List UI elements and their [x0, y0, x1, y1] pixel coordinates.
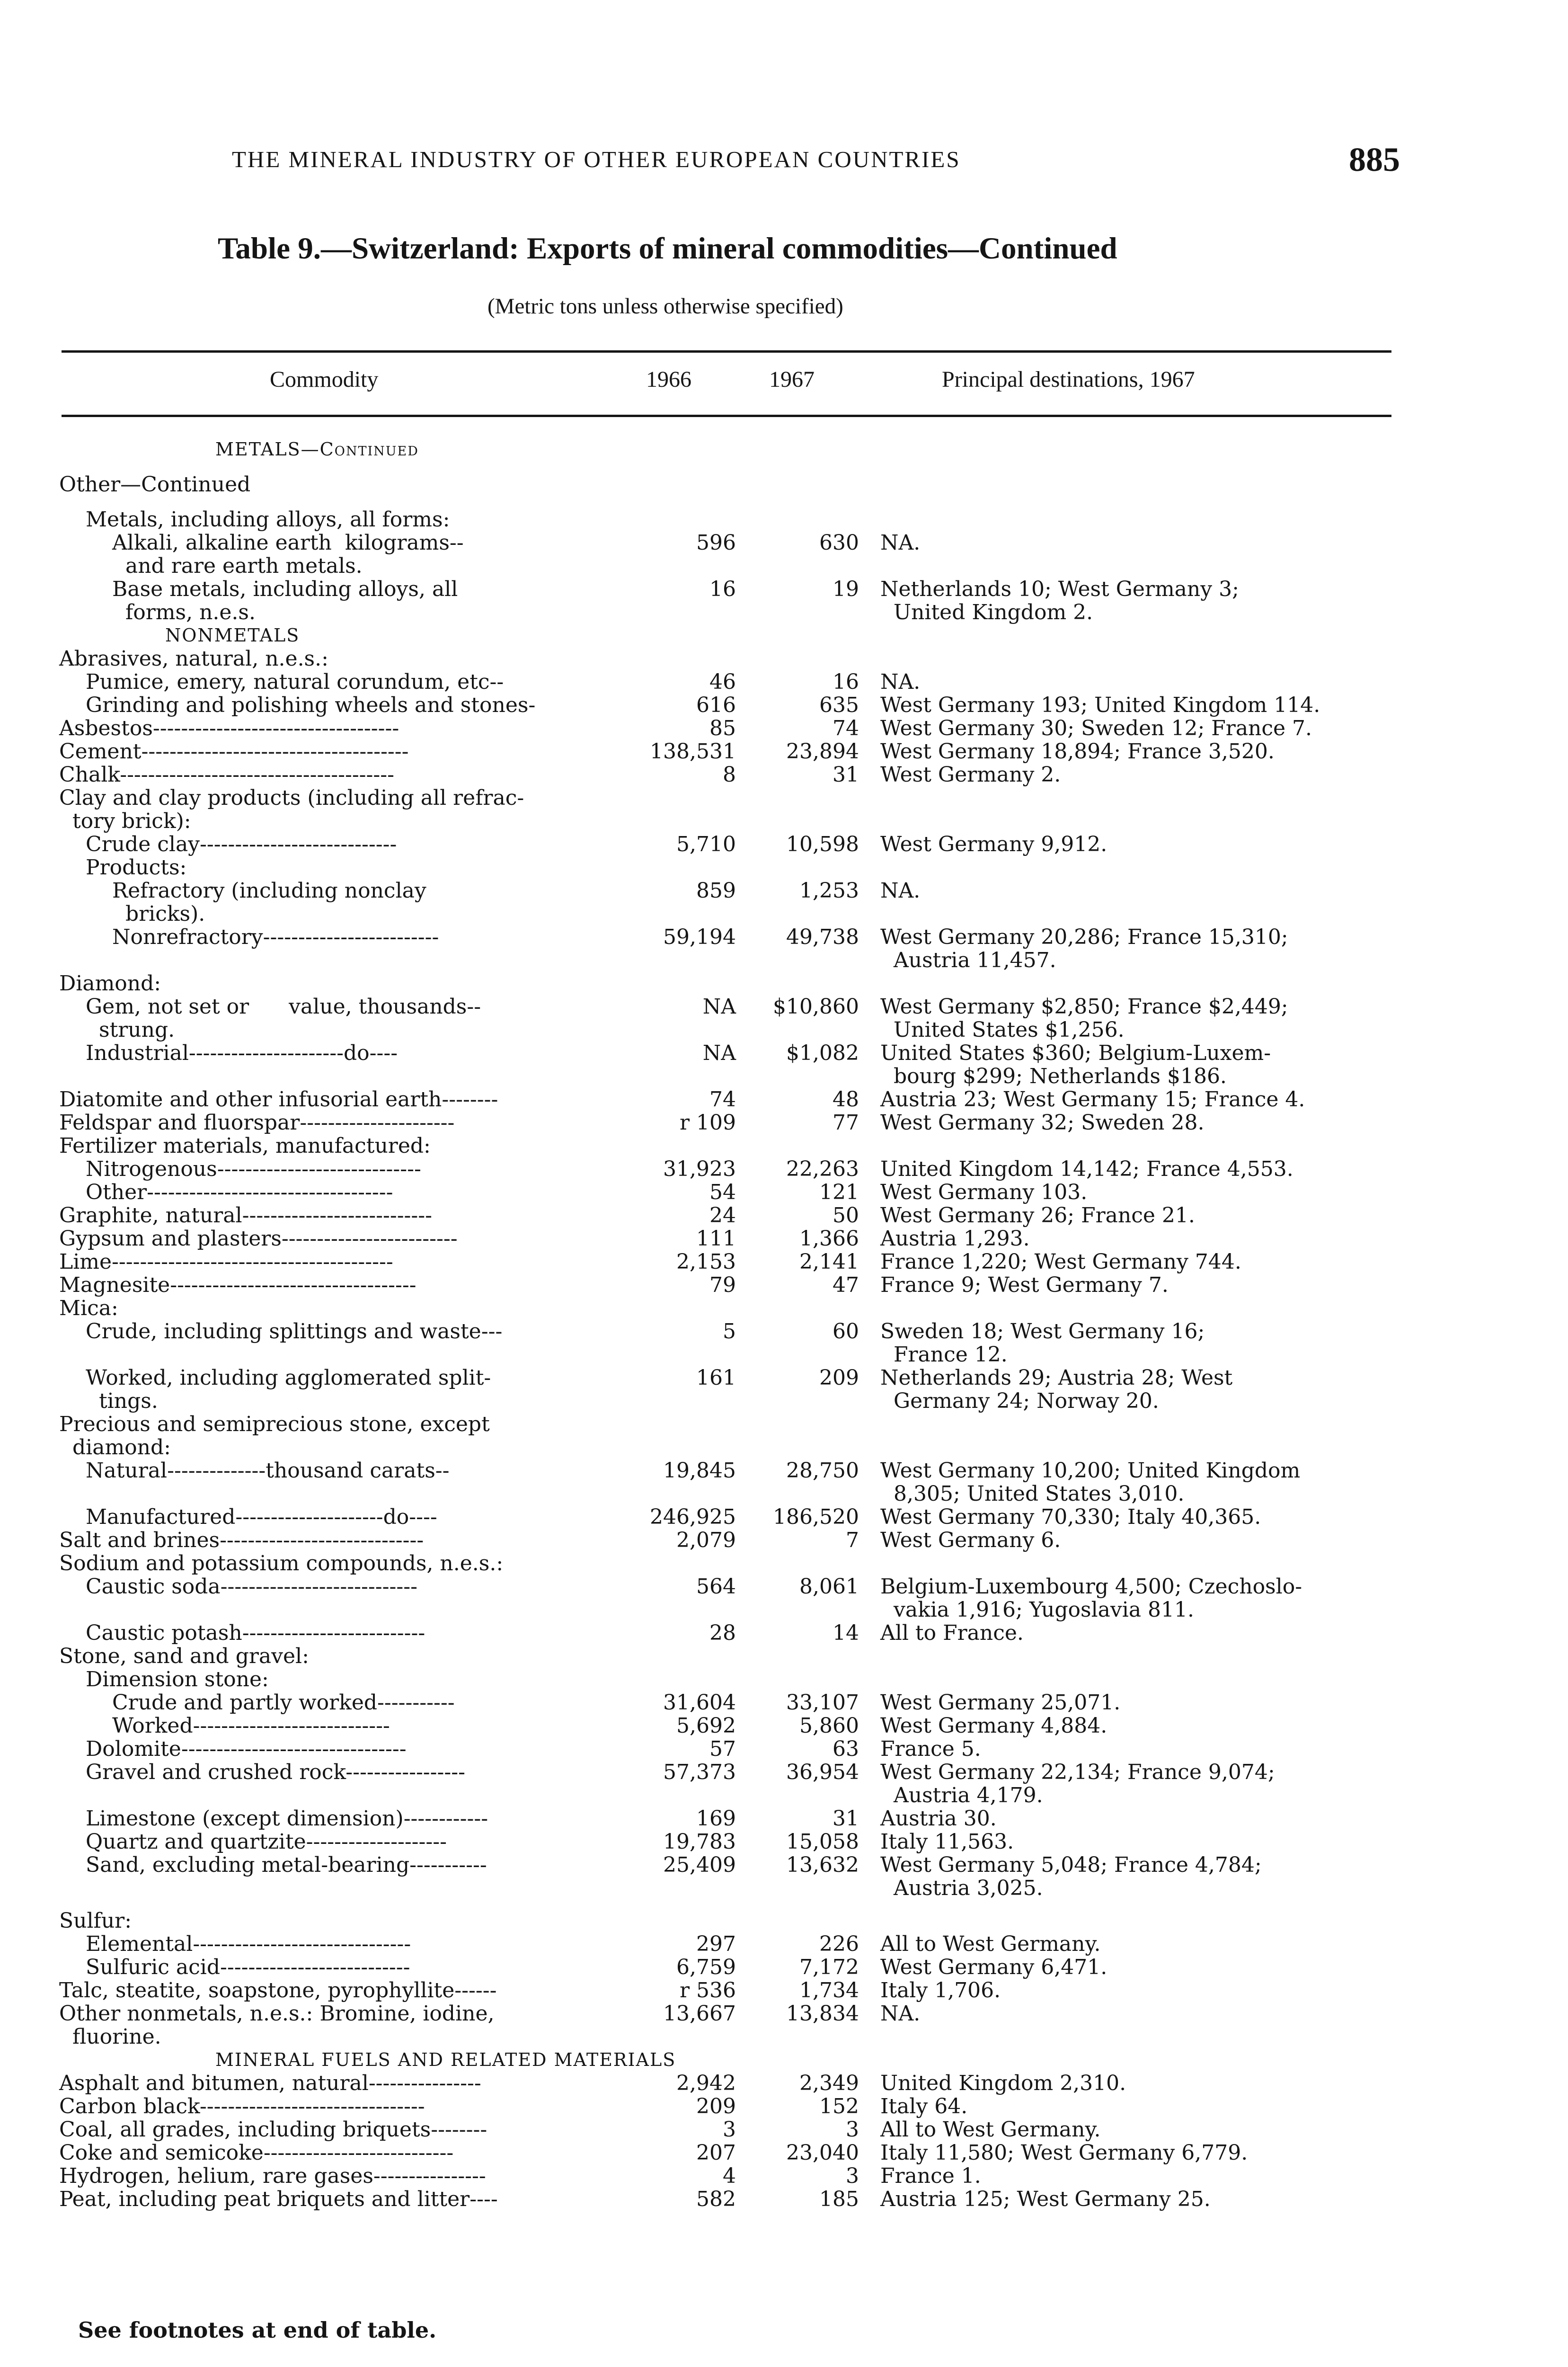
table-row	[0, 1645, 1568, 1668]
value-1967-cell: 7,172	[799, 1955, 859, 1979]
commodity-cell: Asbestos-----------------------------------	[59, 716, 399, 740]
commodity-cell: Mica:	[59, 1296, 118, 1320]
value-1967-cell: 1,734	[799, 1978, 859, 2002]
destinations-cell: United Kingdom 2,310.	[880, 2071, 1126, 2095]
destinations-cell: NA.	[880, 879, 921, 903]
table-row	[0, 578, 1568, 624]
value-1966-cell: 31,923	[663, 1157, 736, 1181]
table-row	[0, 1575, 1568, 1621]
value-1966-cell: 2,153	[676, 1250, 736, 1274]
table-row	[0, 2164, 1568, 2188]
table-row	[0, 1273, 1568, 1297]
destinations-cell: Netherlands 29; Austria 28; West Germany 24; Norway 20.	[880, 1366, 1233, 1413]
value-1967-cell: 23,894	[786, 739, 859, 764]
commodity-cell: Gypsum and plasters-------------------------	[59, 1227, 458, 1251]
destinations-cell: France 5.	[880, 1737, 981, 1761]
destinations-cell: France 1,220; West Germany 744.	[880, 1250, 1241, 1274]
table-subtitle: (Metric tons unless otherwise specified)	[487, 294, 843, 319]
table-row	[0, 694, 1568, 717]
value-1966-cell: 8	[723, 763, 736, 787]
destinations-cell: Italy 64.	[880, 2094, 968, 2118]
commodity-cell: Products:	[86, 855, 187, 880]
commodity-cell: Sand, excluding metal-bearing-----------	[86, 1853, 487, 1877]
table-row	[0, 833, 1568, 856]
table-row	[0, 1668, 1568, 1691]
value-1967-cell: 22,263	[786, 1157, 859, 1181]
header-1966: 1966	[646, 367, 691, 392]
header-commodity: Commodity	[270, 367, 379, 392]
table-row	[0, 1413, 1568, 1459]
footnote-reference: See footnotes at end of table.	[78, 2317, 437, 2343]
table-row	[0, 1956, 1568, 1979]
value-1966-cell: 74	[709, 1087, 736, 1112]
destinations-cell: Sweden 18; West Germany 16; France 12.	[880, 1319, 1205, 1367]
value-1967-cell: 3	[846, 2118, 859, 2142]
destinations-cell: Belgium-Luxembourg 4,500; Czechoslo- vakia 1,916; Yugoslavia 811.	[880, 1575, 1302, 1622]
value-1966-cell: 138,531	[650, 739, 736, 764]
commodity-cell: Other nonmetals, n.e.s.: Bromine, iodine, fluorine.	[59, 2002, 495, 2049]
table-body	[0, 438, 1568, 2211]
value-1966-cell: 6,759	[676, 1955, 736, 1979]
commodity-cell: Sodium and potassium compounds, n.e.s.:	[59, 1551, 504, 1575]
commodity-cell: Diatomite and other infusorial earth--------	[59, 1087, 498, 1112]
commodity-cell: Dimension stone:	[86, 1667, 269, 1691]
commodity-cell: Alkali, alkaline earth kilograms-- and rare earth metals.	[112, 531, 464, 578]
value-1967-cell: 16	[833, 670, 859, 694]
value-1967-cell: 50	[833, 1203, 859, 1228]
table-row	[0, 531, 1568, 578]
destinations-cell: West Germany 10,200; United Kingdom 8,305; United States 3,010.	[880, 1459, 1301, 1506]
commodity-cell: METALS—Continued	[215, 439, 419, 460]
destinations-cell: West Germany 9,912.	[880, 832, 1107, 856]
commodity-cell: Manufactured---------------------do----	[86, 1505, 437, 1529]
destinations-cell: West Germany 6.	[880, 1528, 1061, 1552]
destinations-cell: NA.	[880, 531, 921, 555]
commodity-cell: Sulfuric acid---------------------------	[86, 1955, 410, 1979]
destinations-cell: NA.	[880, 670, 921, 694]
commodity-cell: NONMETALS	[165, 625, 300, 646]
commodity-cell: Coal, all grades, including briquets--------	[59, 2118, 487, 2142]
value-1967-cell: 77	[833, 1111, 859, 1135]
value-1966-cell: 4	[723, 2164, 736, 2188]
table-row	[0, 2002, 1568, 2048]
commodity-cell: Talc, steatite, soapstone, pyrophyllite------	[59, 1978, 497, 2002]
value-1967-cell: 121	[819, 1180, 859, 1204]
value-1966-cell: 2,942	[676, 2071, 736, 2095]
commodity-cell: Crude clay----------------------------	[86, 832, 397, 856]
table-row	[0, 1227, 1568, 1250]
destinations-cell: West Germany 32; Sweden 28.	[880, 1111, 1205, 1135]
table-row	[0, 1761, 1568, 1807]
table-row	[0, 647, 1568, 670]
destinations-cell: West Germany 4,884.	[880, 1714, 1107, 1738]
value-1966-cell: 85	[709, 716, 736, 740]
table-row	[0, 1041, 1568, 1088]
value-1966-cell: 169	[696, 1806, 736, 1831]
table-row	[0, 2188, 1568, 2211]
section-heading-row	[0, 624, 1568, 647]
commodity-cell: Industrial----------------------do----	[86, 1041, 398, 1065]
value-1967-cell: 36,954	[786, 1760, 859, 1784]
destinations-cell: Italy 11,580; West Germany 6,779.	[880, 2141, 1248, 2165]
table-row	[0, 1621, 1568, 1645]
destinations-cell: West Germany 18,894; France 3,520.	[880, 739, 1275, 764]
commodity-cell: Lime----------------------------------------	[59, 1250, 393, 1274]
value-1966-cell: 57	[709, 1737, 736, 1761]
destinations-cell: West Germany 26; France 21.	[880, 1203, 1195, 1228]
destinations-cell: Austria 30.	[880, 1806, 997, 1831]
commodity-cell: MINERAL FUELS AND RELATED MATERIALS	[215, 2049, 676, 2070]
commodity-cell: Nitrogenous-----------------------------	[86, 1157, 421, 1181]
commodity-cell: Worked, including agglomerated split- tings.	[86, 1366, 491, 1413]
value-1966-cell: r 109	[679, 1111, 736, 1135]
value-1966-cell: 3	[723, 2118, 736, 2142]
value-1966-cell: 111	[696, 1227, 736, 1251]
commodity-cell: Base metals, including alloys, all forms, n.e.s.	[112, 577, 458, 624]
destinations-cell: Austria 125; West Germany 25.	[880, 2187, 1211, 2211]
destinations-cell: West Germany 20,286; France 15,310; Austria 11,457.	[880, 925, 1288, 972]
page-number: 885	[1349, 141, 1400, 178]
value-1967-cell: 10,598	[786, 832, 859, 856]
value-1967-cell: 1,253	[799, 879, 859, 903]
commodity-cell: Sulfur:	[59, 1909, 132, 1933]
table-row	[0, 1250, 1568, 1273]
value-1966-cell: 28	[709, 1621, 736, 1645]
destinations-cell: All to West Germany.	[880, 2118, 1101, 2142]
value-1966-cell: 5	[723, 1319, 736, 1344]
destinations-cell: Austria 1,293.	[880, 1227, 1030, 1251]
destinations-cell: Italy 1,706.	[880, 1978, 1001, 2002]
value-1966-cell: NA	[702, 1041, 736, 1065]
commodity-cell: Carbon black--------------------------------	[59, 2094, 425, 2118]
commodity-cell: Precious and semiprecious stone, except diamond:	[59, 1412, 490, 1459]
destinations-cell: West Germany 30; Sweden 12; France 7.	[880, 716, 1312, 740]
commodity-cell: Quartz and quartzite--------------------	[86, 1830, 447, 1854]
value-1966-cell: 2,079	[676, 1528, 736, 1552]
value-1967-cell: 28,750	[786, 1459, 859, 1483]
table-row	[0, 1853, 1568, 1900]
value-1967-cell: $10,860	[773, 995, 859, 1019]
value-1967-cell: 13,632	[786, 1853, 859, 1877]
table-row	[0, 1830, 1568, 1853]
value-1967-cell: 8,061	[799, 1575, 859, 1599]
value-1966-cell: 297	[696, 1932, 736, 1956]
table-row	[0, 2118, 1568, 2141]
destinations-cell: Netherlands 10; West Germany 3; United Kingdom 2.	[880, 577, 1239, 624]
table-title: Table 9.—Switzerland: Exports of mineral commodities—Continued	[218, 231, 1117, 266]
value-1967-cell: 7	[846, 1528, 859, 1552]
value-1967-cell: 630	[819, 531, 859, 555]
destinations-cell: Italy 11,563.	[880, 1830, 1014, 1854]
table-row	[0, 1932, 1568, 1956]
table-row	[0, 1111, 1568, 1134]
destinations-cell: Austria 23; West Germany 15; France 4.	[880, 1087, 1305, 1112]
value-1967-cell: 31	[833, 763, 859, 787]
table-row	[0, 2141, 1568, 2164]
value-1966-cell: 5,692	[676, 1714, 736, 1738]
value-1967-cell: $1,082	[786, 1041, 859, 1065]
table-row	[0, 995, 1568, 1041]
value-1966-cell: 859	[696, 879, 736, 903]
table-row	[0, 879, 1568, 925]
value-1967-cell: 63	[833, 1737, 859, 1761]
table-row	[0, 1320, 1568, 1366]
value-1966-cell: 582	[696, 2187, 736, 2211]
value-1967-cell: 186,520	[773, 1505, 859, 1529]
destinations-cell: West Germany 25,071.	[880, 1691, 1121, 1715]
value-1967-cell: 209	[819, 1366, 859, 1390]
value-1966-cell: 16	[709, 577, 736, 601]
value-1967-cell: 13,834	[786, 2002, 859, 2026]
commodity-cell: Caustic soda----------------------------	[86, 1575, 417, 1599]
table-row	[0, 1552, 1568, 1575]
commodity-cell: Graphite, natural---------------------------	[59, 1203, 433, 1228]
commodity-cell: Clay and clay products (including all refrac- tory brick):	[59, 786, 524, 833]
destinations-cell: West Germany $2,850; France $2,449; United States $1,256.	[880, 995, 1288, 1042]
value-1966-cell: 59,194	[663, 925, 736, 949]
destinations-cell: All to France.	[880, 1621, 1024, 1645]
value-1967-cell: 15,058	[786, 1830, 859, 1854]
value-1967-cell: 5,860	[799, 1714, 859, 1738]
table-row	[0, 1737, 1568, 1761]
destinations-cell: United States $360; Belgium-Luxem- bourg $299; Netherlands $186.	[880, 1041, 1271, 1088]
destinations-cell: All to West Germany.	[880, 1932, 1101, 1956]
destinations-cell: NA.	[880, 2002, 921, 2026]
commodity-cell: Salt and brines-----------------------------	[59, 1528, 424, 1552]
section-heading-row	[0, 2048, 1568, 2072]
commodity-cell: Other-----------------------------------	[86, 1180, 393, 1204]
value-1966-cell: NA	[702, 995, 736, 1019]
destinations-cell: West Germany 2.	[880, 763, 1061, 787]
header-1967: 1967	[769, 367, 815, 392]
value-1967-cell: 3	[846, 2164, 859, 2188]
table-row	[0, 508, 1568, 531]
destinations-cell: West Germany 193; United Kingdom 114.	[880, 693, 1320, 717]
value-1967-cell: 31	[833, 1806, 859, 1831]
value-1967-cell: 60	[833, 1319, 859, 1344]
value-1967-cell: 33,107	[786, 1691, 859, 1715]
value-1966-cell: 25,409	[663, 1853, 736, 1877]
value-1966-cell: 31,604	[663, 1691, 736, 1715]
value-1966-cell: 19,845	[663, 1459, 736, 1483]
table-row	[0, 2072, 1568, 2095]
destinations-cell: West Germany 103.	[880, 1180, 1088, 1204]
value-1966-cell: 596	[696, 531, 736, 555]
commodity-cell: Dolomite--------------------------------	[86, 1737, 407, 1761]
value-1966-cell: 46	[709, 670, 736, 694]
value-1967-cell: 2,141	[799, 1250, 859, 1274]
table-top-rule	[62, 350, 1391, 353]
commodity-cell: Gem, not set or value, thousands-- strung.	[86, 995, 481, 1042]
table-row	[0, 1459, 1568, 1505]
value-1966-cell: 79	[709, 1273, 736, 1297]
commodity-cell: Chalk---------------------------------------	[59, 763, 395, 787]
running-head: THE MINERAL INDUSTRY OF OTHER EUROPEAN COUNTRIES	[232, 146, 961, 172]
section-heading-row	[0, 438, 1568, 461]
destinations-cell: West Germany 6,471.	[880, 1955, 1107, 1979]
value-1966-cell: r 536	[679, 1978, 736, 2002]
table-row	[0, 1088, 1568, 1111]
value-1966-cell: 564	[696, 1575, 736, 1599]
value-1967-cell: 226	[819, 1932, 859, 1956]
table-row	[0, 925, 1568, 972]
commodity-cell: Gravel and crushed rock-----------------	[86, 1760, 466, 1784]
value-1967-cell: 1,366	[799, 1227, 859, 1251]
value-1966-cell: 19,783	[663, 1830, 736, 1854]
commodity-cell: Nonrefractory-------------------------	[112, 925, 439, 949]
value-1967-cell: 47	[833, 1273, 859, 1297]
commodity-cell: Feldspar and fluorspar----------------------	[59, 1111, 455, 1135]
commodity-cell: Crude, including splittings and waste---	[86, 1319, 503, 1344]
commodity-cell: Magnesite-----------------------------------	[59, 1273, 416, 1297]
commodity-cell: Fertilizer materials, manufactured:	[59, 1134, 431, 1158]
table-row	[0, 1204, 1568, 1227]
table-row	[0, 856, 1568, 879]
commodity-cell: Worked----------------------------	[112, 1714, 390, 1738]
table-row	[0, 1366, 1568, 1413]
value-1966-cell: 13,667	[663, 2002, 736, 2026]
commodity-cell: Asphalt and bitumen, natural----------------	[59, 2071, 481, 2095]
commodity-cell: Limestone (except dimension)------------	[86, 1806, 488, 1831]
destinations-cell: West Germany 70,330; Italy 40,365.	[880, 1505, 1261, 1529]
commodity-cell: Natural--------------thousand carats--	[86, 1459, 450, 1483]
table-row	[0, 1979, 1568, 2002]
destinations-cell: France 1.	[880, 2164, 981, 2188]
header-destinations: Principal destinations, 1967	[942, 367, 1195, 392]
value-1967-cell: 14	[833, 1621, 859, 1645]
value-1967-cell: 74	[833, 716, 859, 740]
commodity-cell: Cement--------------------------------------	[59, 739, 409, 764]
table-row	[0, 2095, 1568, 2118]
commodity-cell: Refractory (including nonclay bricks).	[112, 879, 426, 926]
table-row	[0, 1157, 1568, 1181]
destinations-cell: West Germany 22,134; France 9,074; Austria 4,179.	[880, 1760, 1275, 1807]
value-1966-cell: 616	[696, 693, 736, 717]
value-1966-cell: 246,925	[650, 1505, 736, 1529]
value-1967-cell: 635	[819, 693, 859, 717]
value-1967-cell: 19	[833, 577, 859, 601]
table-row	[0, 1909, 1568, 1932]
destinations-cell: France 9; West Germany 7.	[880, 1273, 1169, 1297]
commodity-cell: Elemental-------------------------------	[86, 1932, 411, 1956]
table-row	[0, 1134, 1568, 1157]
table-row	[0, 1691, 1568, 1714]
value-1966-cell: 209	[696, 2094, 736, 2118]
value-1967-cell: 152	[819, 2094, 859, 2118]
commodity-cell: Diamond:	[59, 971, 161, 996]
destinations-cell: West Germany 5,048; France 4,784; Austria 3,025.	[880, 1853, 1262, 1900]
commodity-cell: Abrasives, natural, n.e.s.:	[59, 647, 328, 671]
table-row	[0, 786, 1568, 833]
value-1966-cell: 54	[709, 1180, 736, 1204]
table-row	[0, 1529, 1568, 1552]
table-row	[0, 972, 1568, 995]
table-row	[0, 1181, 1568, 1204]
commodity-cell: Pumice, emery, natural corundum, etc--	[86, 670, 504, 694]
table-row	[0, 1297, 1568, 1320]
commodity-cell: Stone, sand and gravel:	[59, 1644, 309, 1668]
value-1967-cell: 48	[833, 1087, 859, 1112]
value-1967-cell: 185	[819, 2187, 859, 2211]
table-row	[0, 1505, 1568, 1529]
commodity-cell: Grinding and polishing wheels and stones-	[86, 693, 536, 717]
value-1967-cell: 49,738	[786, 925, 859, 949]
table-header-rule	[62, 415, 1391, 417]
value-1966-cell: 24	[709, 1203, 736, 1228]
commodity-cell: Caustic potash--------------------------	[86, 1621, 425, 1645]
value-1966-cell: 57,373	[663, 1760, 736, 1784]
commodity-cell: Other—Continued	[59, 472, 251, 497]
value-1966-cell: 5,710	[676, 832, 736, 856]
commodity-cell: Hydrogen, helium, rare gases----------------	[59, 2164, 486, 2188]
table-row	[0, 1807, 1568, 1830]
table-row	[0, 670, 1568, 694]
table-row	[0, 473, 1568, 496]
commodity-cell: Peat, including peat briquets and litter----	[59, 2187, 498, 2211]
value-1966-cell: 207	[696, 2141, 736, 2165]
value-1967-cell: 2,349	[799, 2071, 859, 2095]
table-row	[0, 1714, 1568, 1737]
value-1966-cell: 161	[696, 1366, 736, 1390]
commodity-cell: Metals, including alloys, all forms:	[86, 507, 450, 532]
table-row	[0, 763, 1568, 786]
commodity-cell: Crude and partly worked-----------	[112, 1691, 455, 1715]
table-row	[0, 740, 1568, 763]
commodity-cell: Coke and semicoke---------------------------	[59, 2141, 454, 2165]
destinations-cell: United Kingdom 14,142; France 4,553.	[880, 1157, 1293, 1181]
table-row	[0, 717, 1568, 740]
value-1967-cell: 23,040	[786, 2141, 859, 2165]
